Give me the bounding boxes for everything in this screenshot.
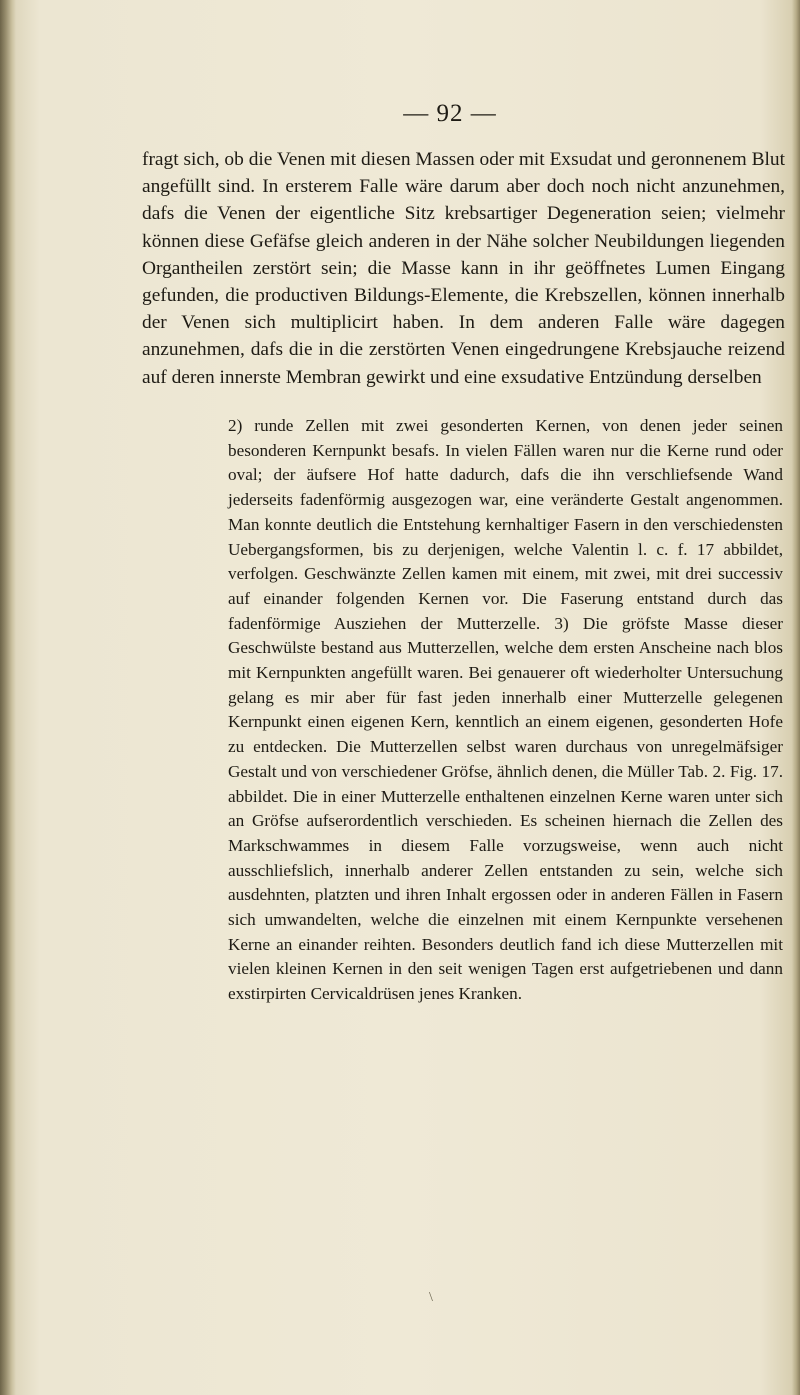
pencil-mark: \: [429, 1290, 433, 1305]
binding-edge: [0, 0, 16, 1395]
page-edge: [792, 0, 800, 1395]
page-number: — 92 —: [403, 100, 497, 127]
footnote-paragraph: 2) runde Zellen mit zwei gesonderten Kernen, von denen jeder seinen besonderen Kernpunkt besafs. In vielen Fällen waren nur die Kerne rund oder oval; der äufsere Hof hatte dadurch, dafs die ihn verschliefsende Wand jederseits fadenförmig ausgezogen war, eine veränderte Gestalt angenommen. Man konnte deutlich die Entstehung kernhaltiger Fasern in den verschiedensten Uebergangsformen, bis zu derjenigen, welche Valentin l. c. f. 17 abbildet, verfolgen. Geschwänzte Zellen kamen mit einem, mit zwei, mit drei successiv auf einander folgenden Kernen vor. Die Faserung entstand durch das fadenförmige Ausziehen der Mutterzelle. 3) Die gröfste Masse dieser Geschwülste bestand aus Mutterzellen, welche dem ersten Anscheine nach blos mit Kernpunkten angefüllt waren. Bei genauerer oft wiederholter Untersuchung gelang es mir aber für fast jeden innerhalb einer Mutterzelle gelegenen Kernpunkt einen eigenen Kern, kenntlich an einem eigenen, gesonderten Hofe zu entdecken. Die Mutterzellen selbst waren durchaus von unregelmäfsiger Gestalt und von verschiedener Gröfse, ähnlich denen, die Müller Tab. 2. Fig. 17. abbildet. Die in einer Mutterzelle enthaltenen einzelnen Kerne waren unter sich an Gröfse aufserordentlich verschieden. Es scheinen hiernach die Zellen des Markschwammes in diesem Falle vorzugsweise, wenn auch nicht ausschliefslich, innerhalb anderer Zellen entstanden zu sein, welche sich ausdehnten, platzten und ihren Inhalt ergossen oder in anderen Fällen in Fasern sich umwandelten, welche die einzelnen mit einem Kernpunkte versehenen Kerne an einander reihten. Besonders deutlich fand ich diese Mutterzellen mit vielen kleinen Kernen in den seit wenigen Tagen erst aufgetriebenen und dann exstirpirten Cervicaldrüsen jenes Kranken.: [228, 416, 783, 1004]
main-paragraph: fragt sich, ob die Venen mit diesen Massen oder mit Exsudat und geronnenem Blut angefüllt sind. In ersterem Falle wäre darum aber doch noch nicht anzunehmen, dafs die Venen der eigentliche Sitz krebsartiger Degeneration seien; vielmehr können diese Gefäfse gleich anderen in der Nähe solcher Neubildungen liegenden Organtheilen zerstört sein; die Masse kann in ihr geöffnetes Lumen Eingang gefunden, die productiven Bildungs-Elemente, die Krebszellen, können innerhalb der Venen sich multiplicirt haben. In dem anderen Falle wäre dagegen anzunehmen, dafs die in die zerstörten Venen eingedrungene Krebsjauche reizend auf deren innerste Membran gewirkt und eine exsudative Entzündung derselben: [142, 149, 785, 388]
